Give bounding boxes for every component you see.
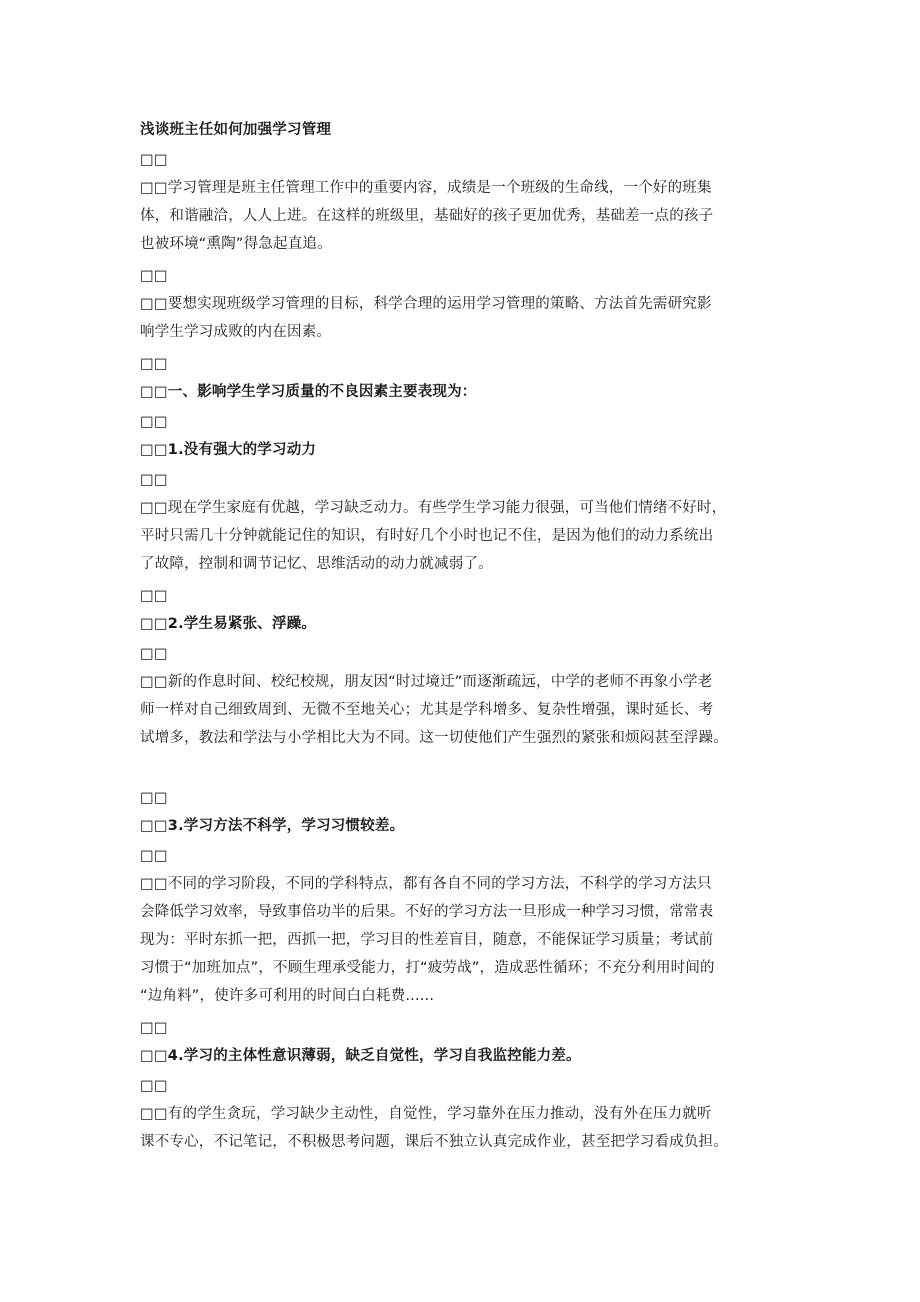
paragraph-5-line-1: □□不同的学习阶段，不同的学科特点，都有各自不同的学习方法，不科学的学习方法只 [140,876,712,892]
blank-marker: □□ [140,790,168,806]
paragraph-6-line-2: 课不专心，不记笔记，不积极思考问题，课后不独立认真完成作业，甚至把学习看成负担。 [140,1134,728,1150]
paragraph-5-line-3: 现为：平时东抓一把，西抓一把，学习目的性差盲目，随意，不能保证学习质量；考试前 [140,932,714,948]
paragraph-3-line-3: 了故障，控制和调节记忆、思维活动的动力就减弱了。 [140,556,493,572]
blank-marker: □□ [140,1078,168,1094]
paragraph-2-line-1: □□要想实现班级学习管理的目标，科学合理的运用学习管理的策略、方法首先需研究影 [140,296,712,312]
blank-marker: □□ [140,268,168,284]
blank-marker: □□ [140,1020,168,1036]
blank-marker: □□ [140,472,168,488]
heading-2: □□1.没有强大的学习动力 [140,442,317,458]
blank-marker: □□ [140,646,168,662]
blank-marker: □□ [140,414,168,430]
paragraph-1-line-3: 也被环境“熏陶”得急起直追。 [140,236,332,252]
paragraph-4-line-3: 试增多，教法和学法与小学相比大为不同。这一切使他们产生强烈的紧张和烦闷甚至浮躁。 [140,730,728,746]
paragraph-5-line-5: “边角料”，使许多可利用的时间白白耗费...... [140,988,435,1004]
paragraph-3-line-2: 平时只需几十分钟就能记住的知识，有时好几个小时也记不住，是因为他们的动力系统出 [140,528,714,544]
heading-4: □□3.学习方法不科学，学习习惯较差。 [140,818,405,834]
blank-marker: □□ [140,152,168,168]
blank-marker: □□ [140,848,168,864]
paragraph-1-line-2: 体，和谐融洽，人人上进。在这样的班级里，基础好的孩子更加优秀，基础差一点的孩子 [140,208,714,224]
paragraph-2-line-2: 响学生学习成败的内在因素。 [140,324,332,340]
paragraph-5-line-2: 会降低学习效率，导致事倍功半的后果。不好的学习方法一旦形成一种学习习惯，常常表 [140,904,714,920]
paragraph-4-line-1: □□新的作息时间、校纪校规，朋友因“时过境迁”而逐渐疏远，中学的老师不再象小学老 [140,674,713,690]
paragraph-1-line-1: □□学习管理是班主任管理工作中的重要内容，成绩是一个班级的生命线，一个好的班集 [140,180,712,196]
heading-3: □□2.学生易紧张、浮躁。 [140,616,317,632]
heading-1: □□一、影响学生学习质量的不良因素主要表现为： [140,384,477,400]
heading-5: □□4.学习的主体性意识薄弱，缺乏自觉性，学习自我监控能力差。 [140,1048,581,1064]
document-title: 浅谈班主任如何加强学习管理 [140,122,332,138]
blank-marker: □□ [140,356,168,372]
paragraph-4-line-2: 师一样对自己细致周到、无微不至地关心；尤其是学科增多、复杂性增强，课时延长、考 [140,702,714,718]
paragraph-3-line-1: □□现在学生家庭有优越，学习缺乏动力。有些学生学习能力很强，可当他们情绪不好时， [140,500,727,516]
paragraph-6-line-1: □□有的学生贪玩，学习缺少主动性，自觉性，学习靠外在压力推动，没有外在压力就听 [140,1106,712,1122]
paragraph-5-line-4: 习惯于“加班加点”，不顾生理承受能力，打“疲劳战”，造成恶性循环；不充分利用时间的 [140,960,715,976]
blank-marker: □□ [140,588,168,604]
